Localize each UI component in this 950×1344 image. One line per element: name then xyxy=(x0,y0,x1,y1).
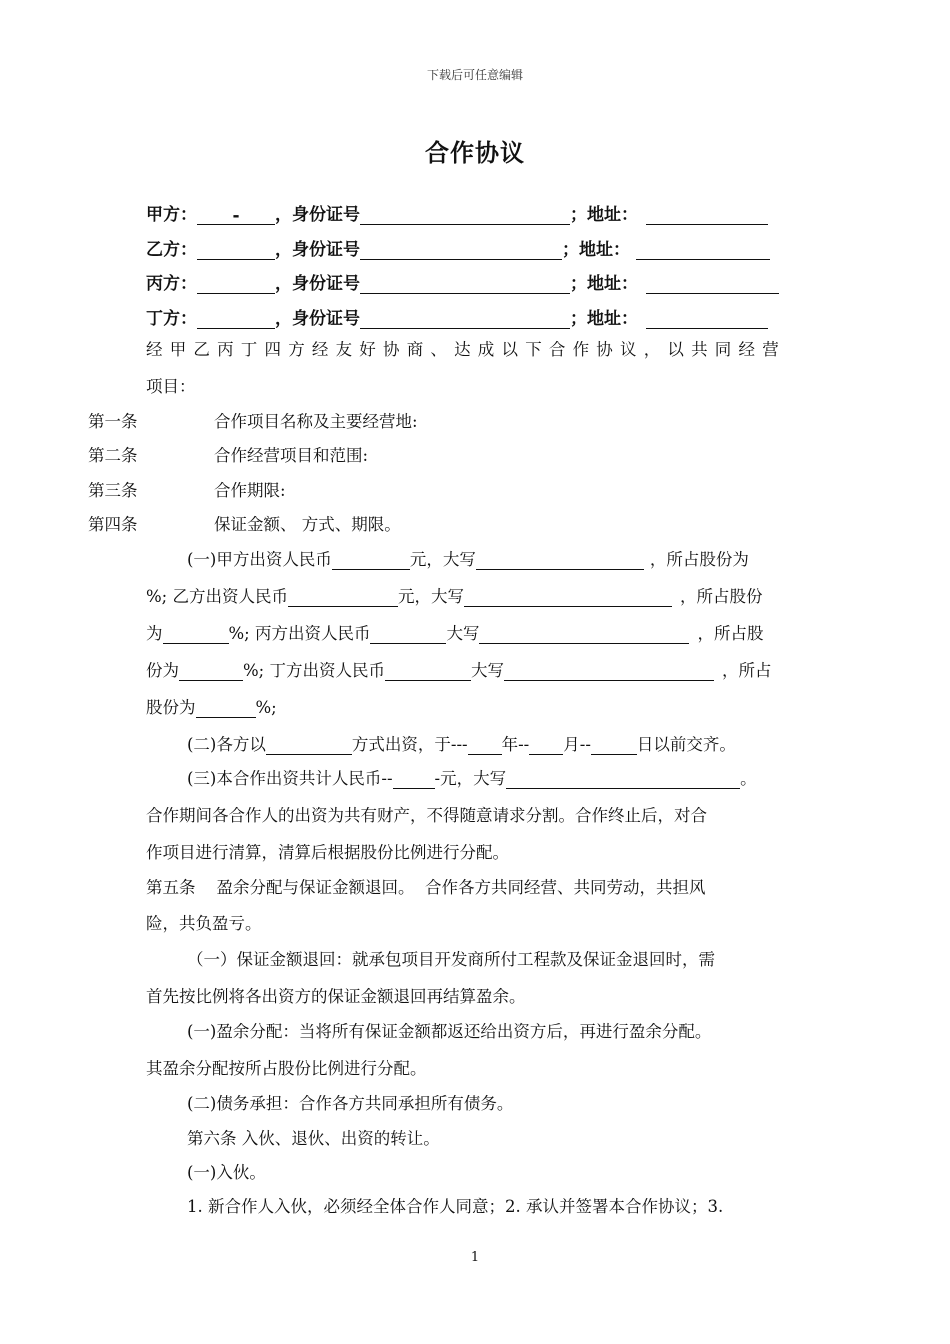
party-yi-id-blank xyxy=(360,241,562,260)
party-bing-id-blank xyxy=(360,275,570,294)
party-bing-addr-label: ；地址： xyxy=(570,274,638,294)
party-jia-label: 甲方： xyxy=(146,205,197,225)
clause4-2-text-h: 日以前交齐。 xyxy=(636,735,736,754)
clause4-1-text-b: 元，大写 xyxy=(409,550,476,569)
article-6-title: 第六条 入伙、退伙、出资的转让。 xyxy=(187,1129,440,1148)
jia-amount-blank xyxy=(332,551,410,570)
clause4-2-dash-day: -- xyxy=(579,735,591,754)
article-1-number: 第一条 xyxy=(88,412,138,431)
jia-capital-words-blank xyxy=(476,551,644,570)
contribution-method-blank xyxy=(266,736,352,755)
year-blank xyxy=(468,736,502,755)
party-bing-id-label: ，身份证号 xyxy=(275,274,360,294)
clause4-3-text-d: 元，大写 xyxy=(440,769,507,788)
clause4-1-text-k: 份为 xyxy=(146,661,179,680)
clause4-1-text-l: %; 丁方出资人民币 xyxy=(243,661,385,680)
clause4-2-dash-month: -- xyxy=(518,735,530,754)
total-amount-blank xyxy=(393,770,435,789)
article-5-line-2: 险，共负盈亏。 xyxy=(146,914,262,933)
article-4-number: 第四条 xyxy=(88,515,138,534)
article-5-line-1: 第五条 盈余分配与保证金额退回。 合作各方共同经营、共同劳动，共担风 xyxy=(146,878,706,897)
party-ding-addr-label: ；地址： xyxy=(570,309,638,329)
clause4-1-text-o: 股份为 xyxy=(146,698,196,717)
article-6-item-1: 1. 新合作人入伙，必须经全体合作人同意；2. 承认并签署本合作协议；3. xyxy=(187,1197,724,1216)
party-yi-addr-label: ；地址： xyxy=(562,240,630,260)
yi-amount-blank xyxy=(288,588,398,607)
page-number: 1 xyxy=(470,1250,480,1265)
ding-capital-words-blank xyxy=(504,662,714,681)
intro-line-1: 经甲乙丙丁四方经友好协商、达成以下合作协议，以共同经营 xyxy=(146,340,786,359)
party-yi-id-label: ，身份证号 xyxy=(275,240,360,260)
party-ding-name-blank xyxy=(197,310,275,329)
month-blank xyxy=(529,736,563,755)
clause4-3-line-2: 合作期间各合作人的出资为共有财产，不得随意请求分割。合作终止后，对合 xyxy=(146,806,707,825)
party-jia-name-blank xyxy=(197,206,275,225)
clause4-3-dash-1: -- xyxy=(381,769,393,788)
clause4-2-line xyxy=(187,735,736,755)
bing-capital-words-blank xyxy=(479,625,689,644)
party-ding-addr-blank xyxy=(646,310,768,329)
clause4-1-text-m: 大写 xyxy=(470,661,504,680)
party-yi-label: 乙方： xyxy=(146,240,197,260)
yi-capital-words-blank xyxy=(464,588,672,607)
clause4-2-month: 月 xyxy=(563,735,580,754)
clause4-1-line-3 xyxy=(146,624,763,644)
bing-amount-blank xyxy=(370,625,446,644)
clause4-1-text-e: 元，大写 xyxy=(397,587,464,606)
party-yi-line xyxy=(146,235,770,260)
day-blank xyxy=(591,736,637,755)
clause4-1-text-p: %; xyxy=(255,698,277,717)
clause4-2-text-b: 方式出资，于 xyxy=(351,735,451,754)
party-jia-line xyxy=(146,200,768,225)
party-jia-addr-blank xyxy=(646,206,768,225)
party-yi-name-blank xyxy=(197,241,275,260)
clause5-3-line: (二)债务承担：合作各方共同承担所有债务。 xyxy=(187,1094,514,1113)
clause4-1-text-f: ，所占股份 xyxy=(679,587,763,606)
clause5-1-line-1: （一）保证金额退回：就承包项目开发商所付工程款及保证金退回时，需 xyxy=(187,950,715,969)
clause4-2-dash-year: --- xyxy=(450,735,468,754)
article-2-number: 第二条 xyxy=(88,446,138,465)
party-yi-addr-blank xyxy=(636,241,770,260)
document-title: 合作协议 xyxy=(425,139,525,167)
clause5-1-line-2: 首先按比例将各出资方的保证金额退回再结算盈余。 xyxy=(146,987,526,1006)
ding-share-blank xyxy=(196,699,256,718)
clause4-3-dash-2: - xyxy=(434,769,441,788)
article-3-number: 第三条 xyxy=(88,481,138,500)
article-2 xyxy=(88,446,368,466)
party-jia-addr-label: ；地址： xyxy=(570,205,638,225)
bing-share-blank xyxy=(179,662,243,681)
party-bing-name-blank xyxy=(197,275,275,294)
clause4-1-text-i: 大写 xyxy=(446,624,480,643)
clause4-1-text-d: %; 乙方出资人民币 xyxy=(146,587,288,606)
party-bing-addr-blank xyxy=(646,275,779,294)
yi-share-blank xyxy=(163,625,229,644)
article-1-text: 合作项目名称及主要经营地: xyxy=(214,412,418,431)
article-4-text: 保证金额、 方式、期限。 xyxy=(214,515,401,534)
clause4-3-line-3: 作项目进行清算，清算后根据股份比例进行分配。 xyxy=(146,843,509,862)
clause4-1-line-5 xyxy=(146,698,277,718)
article-6-sub-1: (一)入伙。 xyxy=(187,1163,266,1182)
clause5-2-line-2: 其盈余分配按所占股份比例进行分配。 xyxy=(146,1059,427,1078)
clause4-1-line-4 xyxy=(146,661,771,681)
clause4-1-line-2 xyxy=(146,587,762,607)
party-jia-prefill: - xyxy=(232,206,240,226)
article-2-text: 合作经营项目和范围: xyxy=(214,446,369,465)
clause4-3-text-a: (三)本合作出资共计人民币 xyxy=(187,769,382,788)
party-ding-label: 丁方： xyxy=(146,309,197,329)
clause4-3-line-1 xyxy=(187,769,757,789)
clause4-1-line-1 xyxy=(187,550,749,570)
clause4-1-text-n: ，所占 xyxy=(721,661,772,680)
party-ding-line xyxy=(146,304,768,329)
clause4-2-text-a: (二)各方以 xyxy=(187,735,266,754)
clause4-1-text-h: %; 丙方出资人民币 xyxy=(228,624,371,643)
clause4-1-text-j: ，所占股 xyxy=(697,624,764,643)
party-bing-label: 丙方： xyxy=(146,274,197,294)
clause4-1-text-c: ，所占股份为 xyxy=(649,550,749,569)
intro-line-2: 项目： xyxy=(146,377,196,396)
page-header: 下载后可任意编辑 xyxy=(426,68,523,82)
party-ding-id-blank xyxy=(360,310,570,329)
clause5-2-line-1: (一)盈余分配：当将所有保证金额都返还给出资方后，再进行盈余分配。 xyxy=(187,1022,712,1041)
party-jia-id-blank xyxy=(360,206,570,225)
article-3 xyxy=(88,481,286,501)
ding-amount-blank xyxy=(385,662,471,681)
party-bing-line xyxy=(146,269,779,294)
article-3-text: 合作期限: xyxy=(214,481,286,500)
article-4 xyxy=(88,515,401,535)
clause4-1-text-g: 为 xyxy=(146,624,163,643)
party-ding-id-label: ，身份证号 xyxy=(275,309,360,329)
clause4-2-year: 年 xyxy=(501,735,519,754)
clause4-1-text-a: (一)甲方出资人民币 xyxy=(187,550,332,569)
total-capital-words-blank xyxy=(506,770,740,789)
clause4-3-text-e: 。 xyxy=(740,769,757,788)
party-jia-id-label: ，身份证号 xyxy=(275,205,360,225)
article-1 xyxy=(88,412,418,432)
